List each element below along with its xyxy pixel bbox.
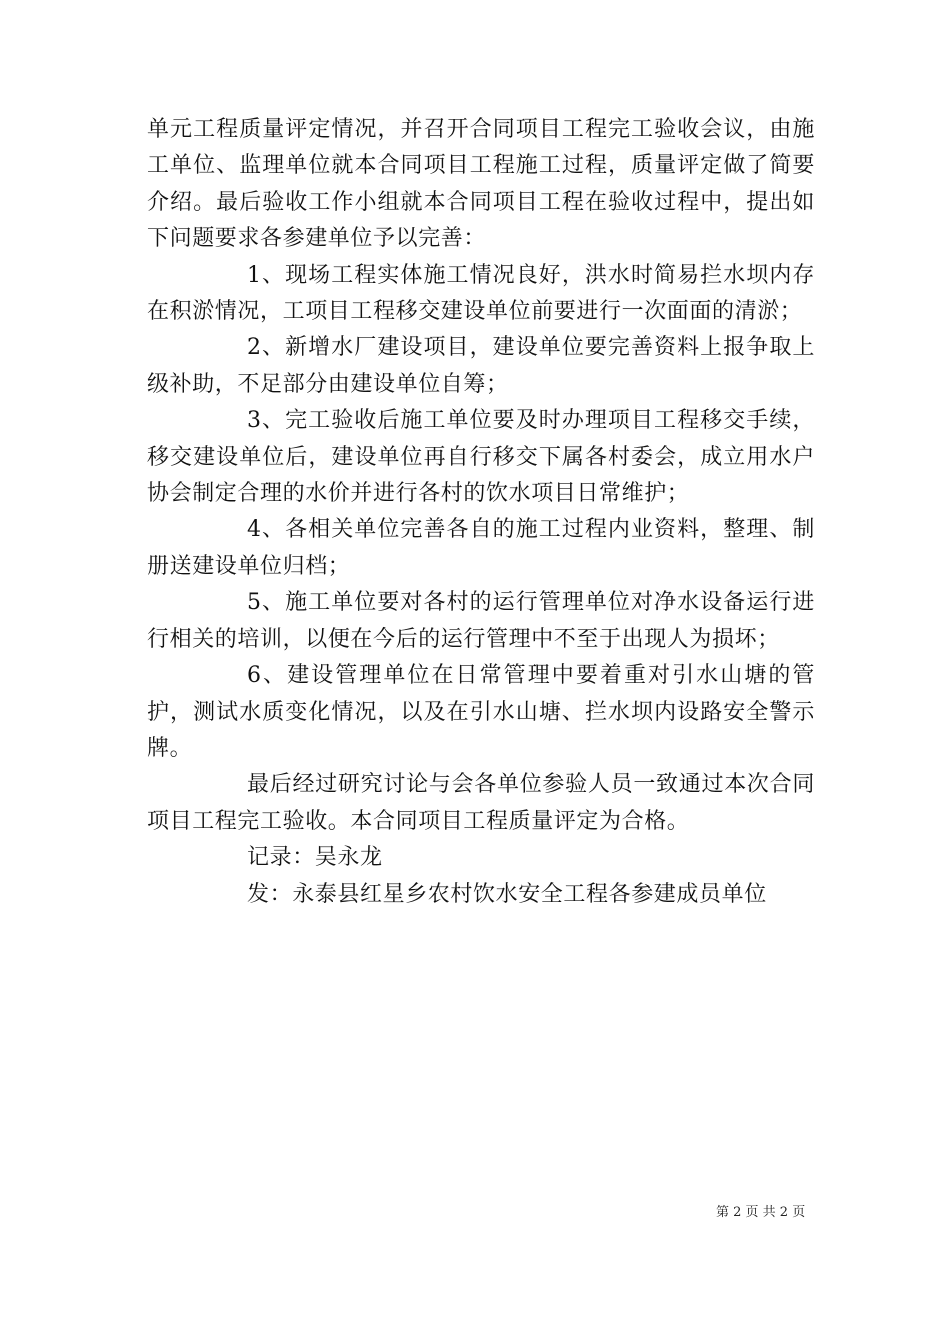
page-number: 第 2 页 共 2 页: [716, 1205, 806, 1220]
paragraph-item-6: 6、建设管理单位在日常管理中要着重对引水山塘的管护，测试水质变化情况，以及在引水山塘、拦水坝内设路安全警示牌。: [147, 663, 815, 761]
paragraph-item-3: 3、完工验收后施工单位要及时办理项目工程移交手续，移交建设单位后，建设单位再自行移交下属各村委会，成立用水户协会制定合理的水价并进行各村的饮水项目日常维护；: [147, 408, 815, 507]
paragraph-item-2: 2、新增水厂建设项目，建设单位要完善资料上报争取上级补助，不足部分由建设单位自筹；: [147, 335, 815, 397]
distribution-line: 发：永泰县红星乡农村饮水安全工程各参建成员单位: [247, 881, 767, 907]
record-line: 记录：吴永龙: [247, 845, 383, 871]
paragraph-item-1: 1、现场工程实体施工情况良好，洪水时简易拦水坝内存在积淤情况，工项目工程移交建设单位前要进行一次面面的清淤；: [147, 262, 815, 325]
document-body: [147, 112, 815, 913]
paragraph-item-5: 5、施工单位要对各村的运行管理单位对净水设备运行进行相关的培训，以便在今后的运行管理中不至于出现人为损坏；: [147, 590, 815, 652]
paragraph-conclusion: 最后经过研究讨论与会各单位参验人员一致通过本次合同项目工程完工验收。本合同项目工程质量评定为合格。: [147, 772, 815, 834]
paragraph-item-4: 4、各相关单位完善各自的施工过程内业资料，整理、制册送建设单位归档；: [147, 517, 815, 579]
paragraph-intro: 单元工程质量评定情况，并召开合同项目工程完工验收会议，由施工单位、监理单位就本合同项目工程施工过程，质量评定做了简要介绍。最后验收工作小组就本合同项目工程在验收过程中，提出如下问题要求各参建单位予以完善：: [147, 117, 815, 252]
